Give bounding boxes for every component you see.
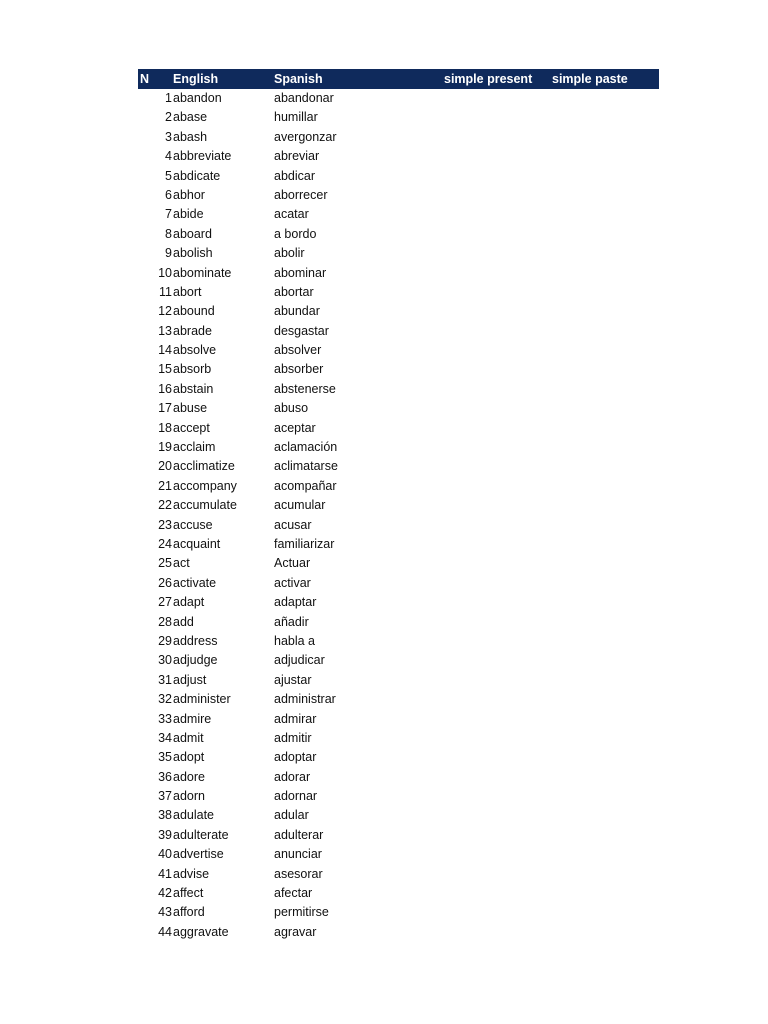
row-number: 6: [165, 187, 172, 202]
english-word: adjust: [173, 672, 207, 687]
english-word: accept: [173, 420, 210, 435]
spanish-word: acumular: [274, 498, 326, 513]
english-word: abdicate: [173, 168, 221, 183]
row-number: 12: [158, 304, 172, 319]
row-number: 26: [158, 575, 172, 590]
row-number: 37: [158, 789, 172, 804]
spanish-word: abreviar: [274, 149, 320, 164]
table-row: [138, 283, 659, 302]
spanish-word: humillar: [274, 110, 318, 125]
table-row: [138, 690, 659, 709]
spanish-word: habla a: [274, 633, 316, 648]
row-number: 7: [165, 207, 172, 222]
table-row: [138, 477, 659, 496]
spanish-word: admirar: [274, 711, 317, 726]
table-row: [138, 574, 659, 593]
row-number: 38: [158, 808, 172, 823]
spanish-word: adjudicar: [274, 653, 325, 668]
spanish-word: abolir: [274, 246, 305, 261]
english-word: abominate: [173, 265, 232, 280]
row-number: 27: [158, 595, 172, 610]
table-row: [138, 438, 659, 457]
table-row: [138, 496, 659, 515]
table-row: [138, 419, 659, 438]
row-number: 32: [158, 692, 172, 707]
spanish-word: a bordo: [274, 226, 317, 241]
spanish-word: abuso: [274, 401, 309, 416]
spanish-word: aborrecer: [274, 187, 328, 202]
english-word: abrade: [173, 323, 212, 338]
row-number: 21: [158, 478, 172, 493]
spanish-word: aclamación: [274, 440, 338, 455]
spanish-word: acatar: [274, 207, 309, 222]
english-word: adjudge: [173, 653, 218, 668]
spanish-word: agravar: [274, 924, 317, 939]
table-row: [138, 632, 659, 651]
english-word: abstain: [173, 381, 214, 396]
english-word: admire: [173, 711, 212, 726]
table-row: [138, 264, 659, 283]
row-number: 41: [158, 866, 172, 881]
row-number: 43: [158, 905, 172, 920]
table-row: [138, 535, 659, 554]
table-row: [138, 186, 659, 205]
spanish-word: acusar: [274, 517, 312, 532]
row-number: 29: [158, 633, 172, 648]
row-number: 36: [158, 769, 172, 784]
spanish-word: adoptar: [274, 750, 317, 765]
row-number: 31: [158, 672, 172, 687]
table-row: [138, 729, 659, 748]
spanish-word: desgastar: [274, 323, 329, 338]
spanish-word: abundar: [274, 304, 320, 319]
table-row: [138, 923, 659, 942]
table-row: [138, 167, 659, 186]
english-word: affect: [173, 886, 204, 901]
table-row: [138, 89, 659, 108]
spanish-word: acompañar: [274, 478, 337, 493]
english-word: adulate: [173, 808, 215, 823]
spanish-word: abdicar: [274, 168, 315, 183]
spanish-word: abortar: [274, 284, 314, 299]
table-row: [138, 302, 659, 321]
spanish-word: permitirse: [274, 905, 329, 920]
row-number: 2: [165, 110, 172, 125]
vocabulary-table: [138, 69, 659, 942]
table-row: [138, 457, 659, 476]
spanish-word: abstenerse: [274, 381, 336, 396]
english-word: aboard: [173, 226, 212, 241]
row-number: 18: [158, 420, 172, 435]
header-simple-paste: simple paste: [552, 72, 628, 86]
table-row: [138, 768, 659, 787]
table-row: [138, 806, 659, 825]
row-number: 24: [158, 536, 172, 551]
row-number: 17: [158, 401, 172, 416]
row-number: 19: [158, 440, 172, 455]
table-row: [138, 399, 659, 418]
table-row: [138, 593, 659, 612]
english-word: abuse: [173, 401, 208, 416]
spanish-word: administrar: [274, 692, 336, 707]
spanish-word: afectar: [274, 886, 313, 901]
row-number: 5: [165, 168, 172, 183]
header-number: N: [140, 72, 150, 86]
english-word: advise: [173, 866, 210, 881]
english-word: absolve: [173, 343, 217, 358]
row-number: 25: [158, 556, 172, 571]
spanish-word: adulterar: [274, 827, 324, 842]
spanish-word: familiarizar: [274, 536, 335, 551]
header-simple-present: simple present: [444, 72, 533, 86]
header-english: English: [173, 72, 219, 86]
table-row: [138, 225, 659, 244]
row-number: 28: [158, 614, 172, 629]
english-word: admit: [173, 730, 204, 745]
row-number: 23: [158, 517, 172, 532]
english-word: adopt: [173, 750, 205, 765]
table-row: [138, 748, 659, 767]
spanish-word: aceptar: [274, 420, 316, 435]
row-number: 4: [165, 149, 172, 164]
spanish-word: activar: [274, 575, 311, 590]
english-word: accumulate: [173, 498, 237, 513]
table-row: [138, 322, 659, 341]
english-word: abound: [173, 304, 215, 319]
table-header: [138, 69, 659, 89]
spanish-word: admitir: [274, 730, 312, 745]
spanish-word: abominar: [274, 265, 327, 280]
english-word: advertise: [173, 847, 224, 862]
english-word: activate: [173, 575, 217, 590]
table-row: [138, 380, 659, 399]
row-number: 39: [158, 827, 172, 842]
english-word: acquaint: [173, 536, 221, 551]
english-word: address: [173, 633, 218, 648]
table-row: [138, 903, 659, 922]
english-word: acclaim: [173, 440, 216, 455]
table-body: [138, 89, 659, 942]
table-row: [138, 128, 659, 147]
spanish-word: adorar: [274, 769, 311, 784]
table-row: [138, 671, 659, 690]
table-row: [138, 826, 659, 845]
row-number: 35: [158, 750, 172, 765]
spanish-word: adaptar: [274, 595, 317, 610]
table-row: [138, 147, 659, 166]
english-word: aggravate: [173, 924, 229, 939]
english-word: abolish: [173, 246, 213, 261]
row-number: 30: [158, 653, 172, 668]
english-word: abhor: [173, 187, 205, 202]
spanish-word: absorber: [274, 362, 324, 377]
table-row: [138, 845, 659, 864]
spanish-word: Actuar: [274, 556, 311, 571]
row-number: 13: [158, 323, 172, 338]
spanish-word: avergonzar: [274, 129, 337, 144]
english-word: act: [173, 556, 190, 571]
row-number: 40: [158, 847, 172, 862]
spanish-word: anunciar: [274, 847, 322, 862]
english-word: add: [173, 614, 194, 629]
row-number: 1: [165, 91, 172, 105]
row-number: 20: [158, 459, 172, 474]
table-row: [138, 710, 659, 729]
english-word: adulterate: [173, 827, 229, 842]
row-number: 9: [165, 246, 172, 261]
english-word: accompany: [173, 478, 237, 493]
header-spanish: Spanish: [274, 72, 323, 86]
spanish-word: adular: [274, 808, 309, 823]
row-number: 8: [165, 226, 172, 241]
english-word: abandon: [173, 91, 222, 105]
row-number: 22: [158, 498, 172, 513]
row-number: 42: [158, 886, 172, 901]
spanish-word: absolver: [274, 343, 322, 358]
english-word: abbreviate: [173, 149, 232, 164]
spanish-word: asesorar: [274, 866, 323, 881]
english-word: acclimatize: [173, 459, 235, 474]
english-word: administer: [173, 692, 231, 707]
table-row: [138, 651, 659, 670]
english-word: accuse: [173, 517, 213, 532]
row-number: 33: [158, 711, 172, 726]
row-number: 15: [158, 362, 172, 377]
spanish-word: adornar: [274, 789, 318, 804]
table-row: [138, 516, 659, 535]
english-word: adapt: [173, 595, 205, 610]
table-row: [138, 360, 659, 379]
english-word: absorb: [173, 362, 212, 377]
table-row: [138, 613, 659, 632]
spanish-word: abandonar: [274, 91, 334, 105]
row-number: 44: [158, 924, 172, 939]
table-row: [138, 205, 659, 224]
table-row: [138, 865, 659, 884]
row-number: 3: [165, 129, 172, 144]
table-row: [138, 244, 659, 263]
english-word: abase: [173, 110, 208, 125]
english-word: afford: [173, 905, 205, 920]
row-number: 11: [159, 284, 172, 299]
spanish-word: ajustar: [274, 672, 312, 687]
english-word: abort: [173, 284, 202, 299]
english-word: abash: [173, 129, 208, 144]
table-row: [138, 884, 659, 903]
row-number: 34: [158, 730, 172, 745]
row-number: 14: [158, 343, 172, 358]
spanish-word: añadir: [274, 614, 309, 629]
spanish-word: aclimatarse: [274, 459, 338, 474]
table-row: [138, 787, 659, 806]
table-row: [138, 341, 659, 360]
table-row: [138, 554, 659, 573]
row-number: 10: [158, 265, 172, 280]
english-word: adore: [173, 769, 205, 784]
english-word: adorn: [173, 789, 205, 804]
table-row: [138, 108, 659, 127]
english-word: abide: [173, 207, 204, 222]
row-number: 16: [158, 381, 172, 396]
